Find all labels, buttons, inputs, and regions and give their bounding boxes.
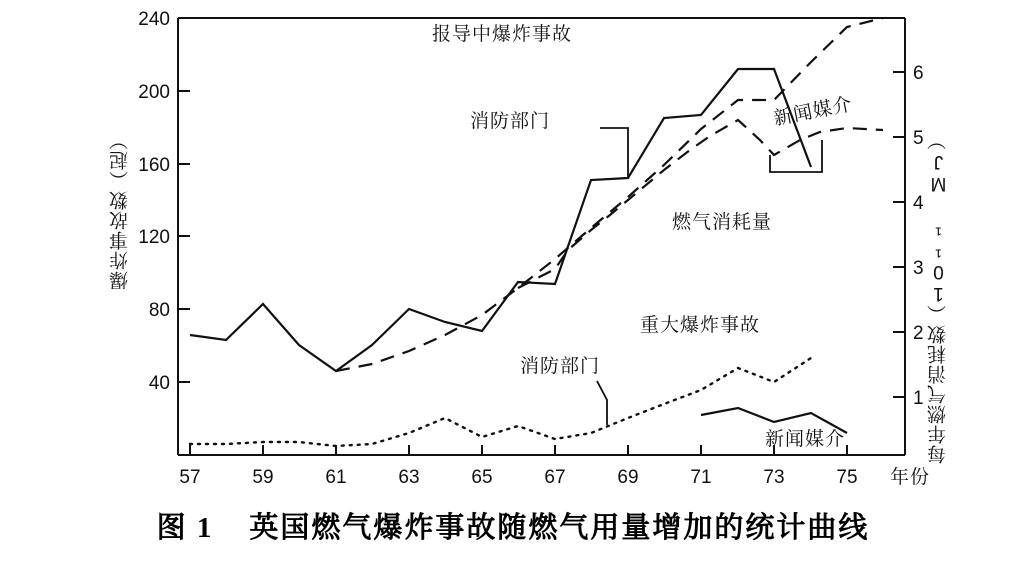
x-tick-label: 75 [836, 467, 858, 488]
y-left-tick-label: 40 [148, 373, 170, 394]
y-right-tick-label: 4 [913, 193, 924, 214]
x-tick-label: 71 [690, 467, 712, 488]
y-right-axis-title: 每年燃气消耗数（10¹¹ MJ） [928, 130, 949, 464]
y-left-tick-label: 80 [148, 300, 170, 321]
series-reported-news-media [336, 18, 883, 371]
y-left-ticks [138, 9, 190, 394]
x-tick-label: 59 [252, 467, 274, 488]
y-right-tick-label: 1 [913, 388, 924, 409]
figure-caption-number: 图 1 [156, 512, 214, 544]
x-tick-label: 63 [398, 467, 420, 488]
annotation-major-news-media: 新闻媒介 [765, 429, 846, 450]
figure-caption [0, 505, 1026, 546]
annotation-gas-consumption: 燃气消耗量 [672, 212, 773, 233]
x-tick-label: 57 [179, 467, 201, 488]
y-left-tick-label: 240 [138, 9, 170, 30]
x-tick-label: 73 [763, 467, 785, 488]
series-major-fire-dept [190, 358, 811, 446]
annotation-top-news-media: 新闻媒介 [771, 94, 855, 130]
y-right-ticks [893, 63, 924, 409]
annotation-group-major: 重大爆炸事故 [640, 315, 761, 336]
annotation-group-top: 报导中爆炸事故 [432, 24, 573, 45]
x-axis-title: 年份 [890, 467, 931, 488]
x-tick-label: 61 [325, 467, 347, 488]
y-left-axis-title: 爆炸事故数（起） [110, 130, 131, 290]
figure-caption-text: 英国燃气爆炸事故随燃气用量增加的统计曲线 [249, 512, 870, 544]
y-right-tick-label: 6 [913, 63, 924, 84]
y-left-tick-label: 160 [138, 155, 170, 176]
y-left-tick-label: 200 [138, 82, 170, 103]
y-right-tick-label: 3 [913, 258, 924, 279]
axis-lines [178, 18, 905, 455]
x-tick-label: 67 [544, 467, 566, 488]
annotation-major-fire-dept: 消防部门 [520, 356, 601, 377]
x-tick-label: 69 [617, 467, 639, 488]
annotation-top-fire-dept: 消防部门 [470, 111, 551, 132]
x-ticks [179, 445, 857, 488]
x-tick-label: 65 [471, 467, 493, 488]
y-left-tick-label: 120 [138, 227, 170, 248]
y-right-tick-label: 2 [913, 323, 924, 344]
y-right-tick-label: 5 [913, 128, 924, 149]
series-gas-consumption [518, 120, 883, 288]
